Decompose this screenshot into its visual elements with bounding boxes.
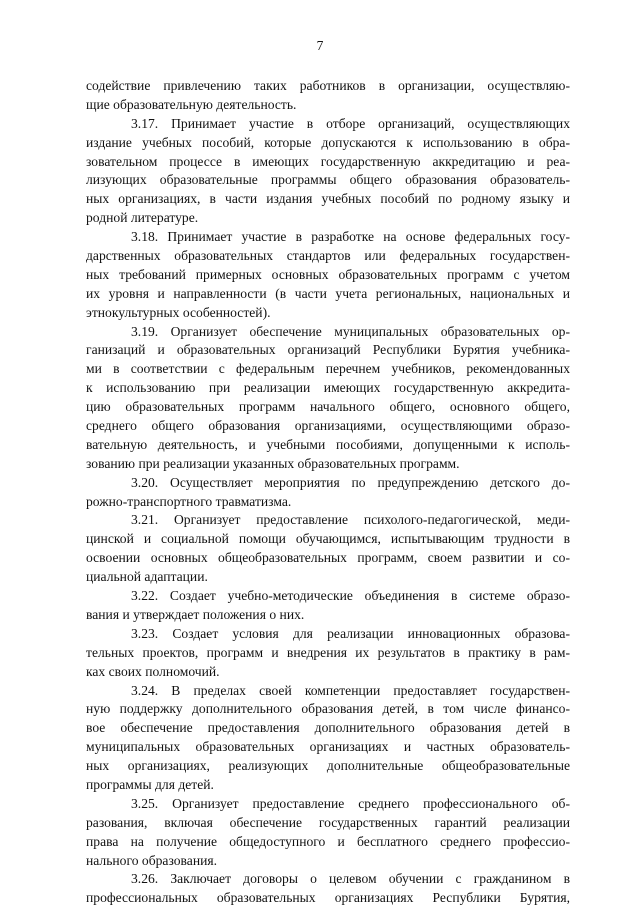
text-line: ных требований примерных основных образовательных программ с учетом (86, 266, 570, 282)
text-line: вое обеспечение предоставления дополнительного образования детей в (86, 720, 570, 736)
text-line: к использованию при реализации имеющих государственную аккредита- (86, 380, 570, 396)
text-line: права на получение общедоступного и бесплатного среднего профессио- (86, 833, 570, 849)
text-line: родной литературе. (86, 210, 199, 226)
text-line: ках своих полномочий. (86, 663, 220, 679)
text-line: 3.19. Организует обеспечение муниципальных образовательных ор- (131, 323, 570, 339)
text-line: цию образовательных программ начального общего, основного общего, (86, 399, 570, 415)
text-line: разования, включая обеспечение государственных гарантий реализации (86, 814, 570, 830)
text-line: 3.18. Принимает участие в разработке на основе федеральных госу- (131, 229, 570, 245)
text-line: издание учебных пособий, которые допускаются к использованию в обра- (86, 134, 570, 150)
text-line: ную поддержку дополнительного образования детей, в том числе финансо- (86, 701, 570, 717)
text-line: профессиональных образовательных организациях Республики Бурятия, (86, 890, 570, 906)
text-line: рожно-транспортного травматизма. (86, 493, 292, 509)
text-line: 3.20. Осуществляет мероприятия по предупреждению детского до- (131, 474, 570, 490)
text-line: дарственных образовательных стандартов или федеральных государствен- (86, 248, 570, 264)
text-line: вания и утверждает положения о них. (86, 606, 305, 622)
text-line: программы для детей. (86, 776, 214, 792)
text-line: 3.22. Создает учебно-методические объединения в системе образо- (131, 588, 570, 604)
text-line: 3.23. Создает условия для реализации инновационных образова- (131, 625, 570, 641)
text-line: 3.26. Заключает договоры о целевом обучении с гражданином в (131, 871, 570, 887)
text-line: ных организациях, реализующих дополнительные общеобразовательные (86, 758, 570, 774)
text-line: этнокультурных особенностей). (86, 304, 271, 320)
text-line: содействие привлечению таких работников в организации, осуществляю- (86, 78, 570, 93)
text-line: нального образования. (86, 852, 218, 868)
text-line: зованию при реализации указанных образовательных программ. (86, 455, 460, 471)
text-line: ми в соответствии с федеральным перечнем учебников, рекомендованных (86, 361, 570, 377)
text-line: щие образовательную деятельность. (86, 96, 297, 112)
text-line: вательную деятельность, и учебными пособиями, допущенными к исполь- (86, 436, 570, 452)
text-line: ганизаций и образовательных организаций Республики Бурятия учебника- (86, 342, 570, 358)
document-body (86, 77, 570, 908)
text-line: цинской и социальной помощи обучающимся, испытывающим трудности в (86, 531, 570, 547)
text-line: циальной адаптации. (86, 569, 208, 585)
text-line: ных организациях, в части издания учебных пособий по родному языку и (86, 191, 570, 207)
text-line: среднего общего образования организациями, осуществляющими образо- (86, 418, 570, 434)
text-line: зовательном процессе в имеющих государственную аккредитацию и реа- (86, 153, 570, 169)
text-line: муниципальных образовательных организациях и частных образователь- (86, 739, 570, 755)
text-line: их уровня и направленности (в части учета региональных, национальных и (86, 285, 570, 301)
text-line: 3.21. Организует предоставление психолого-педагогической, меди- (131, 512, 570, 528)
text-line: лизующих образовательные программы общего образования образователь- (86, 172, 570, 188)
text-line: 3.24. В пределах своей компетенции предоставляет государствен- (131, 682, 570, 698)
text-line: 3.25. Организует предоставление среднего профессионального об- (131, 795, 570, 811)
text-line: 3.17. Принимает участие в отборе организаций, осуществляющих (131, 115, 570, 131)
page-number: 7 (316, 38, 324, 53)
text-line: освоении основных общеобразовательных программ, своем развитии и со- (86, 550, 570, 566)
text-line: тельных проектов, программ и внедрения их результатов в практику в рам- (86, 644, 570, 660)
